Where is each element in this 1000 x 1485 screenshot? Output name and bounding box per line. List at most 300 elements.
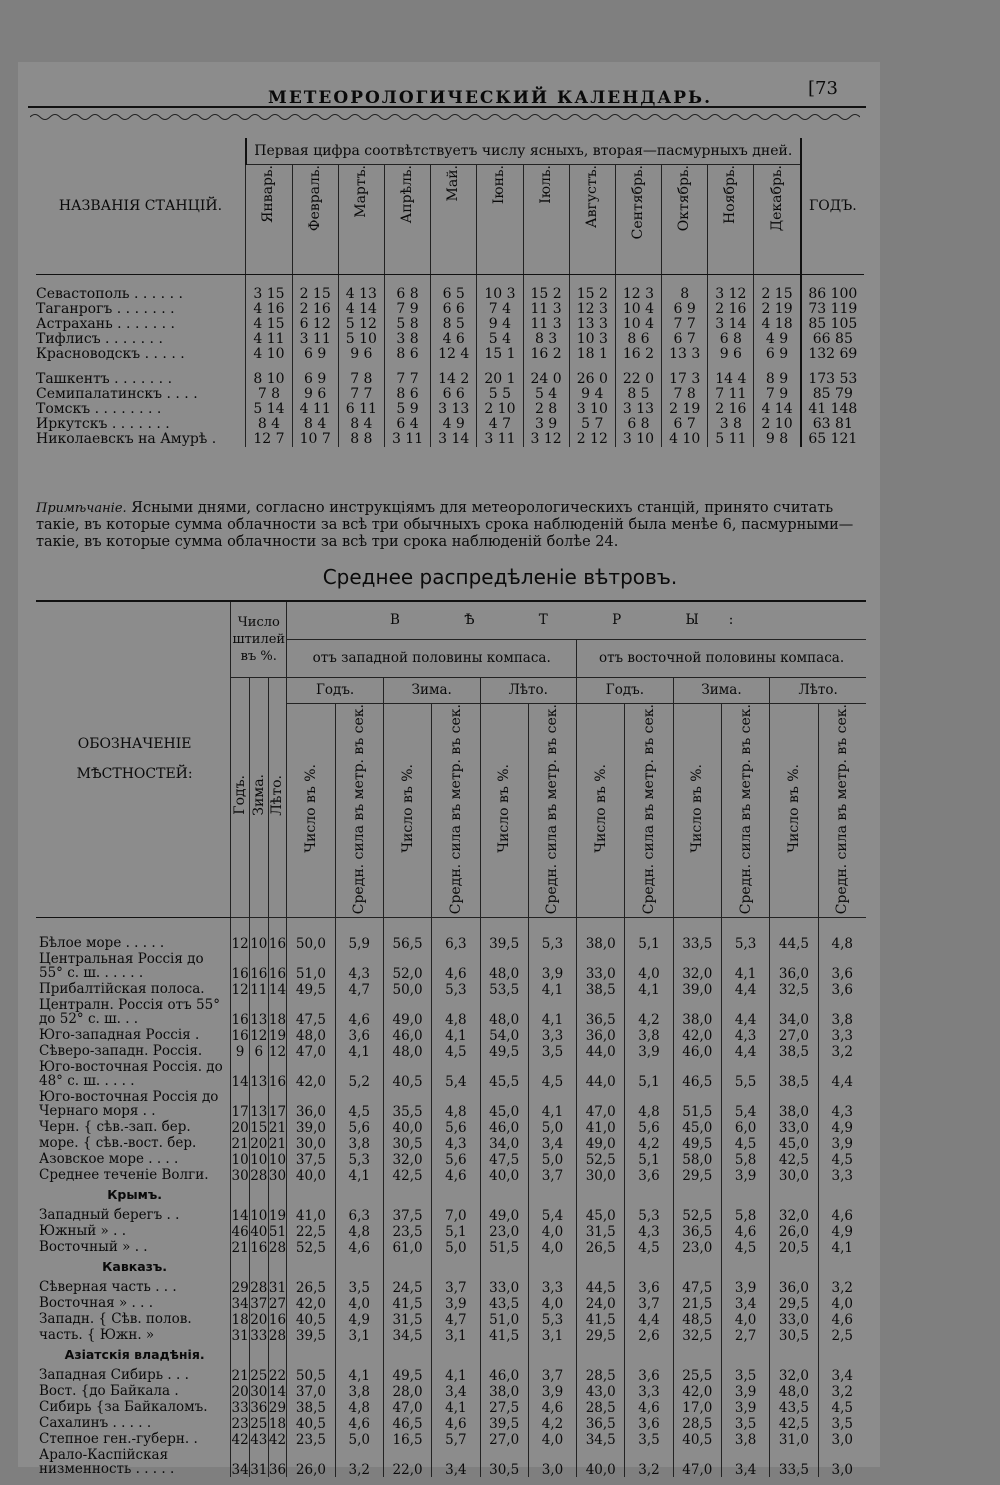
wind-value: 5,7 [432, 1431, 480, 1447]
wind-value: 30,0 [287, 1135, 335, 1151]
wind-value: 23,5 [383, 1223, 431, 1239]
month-value: 2 16 [708, 402, 754, 417]
wind-value: 41,0 [287, 1207, 335, 1223]
wind-value: 3,1 [335, 1327, 383, 1343]
wind-value: 10 [231, 1152, 249, 1169]
sub-column-header: Средн. сила въ метр. въ сек. [625, 703, 673, 917]
wind-value: 52,0 [383, 951, 431, 981]
month-value: 2 15 [754, 287, 801, 302]
wind-value: 10 [250, 1208, 268, 1225]
section-row [36, 1183, 866, 1207]
location-name: Сибирь {за Байкаломъ. [39, 1399, 208, 1416]
wind-value: 33,5 [673, 935, 721, 951]
month-value: 6 8 [384, 287, 430, 302]
wind-value: 4,0 [528, 1239, 576, 1255]
wind-value: 3,9 [625, 1043, 673, 1059]
year-header: ГОДЪ. [801, 138, 864, 275]
wind-value: 3,5 [528, 1043, 576, 1059]
month-value: 8 5 [431, 317, 477, 332]
wind-value: 4,4 [721, 1043, 769, 1059]
wind-value: 36,0 [770, 1279, 818, 1295]
wind-value: 4,2 [528, 1415, 576, 1431]
wind-value: 36 [250, 1400, 268, 1417]
wind-value: 42,0 [287, 1059, 335, 1089]
month-value: 8 10 [246, 372, 292, 387]
wind-value: 47,0 [577, 1089, 625, 1119]
wind-value: 39,0 [673, 981, 721, 997]
month-value: 8 [662, 287, 708, 302]
east-header: отъ восточной половины компаса. [577, 639, 866, 677]
month-value: 4 14 [754, 402, 801, 417]
wind-value: 49,5 [673, 1135, 721, 1151]
stations-header: НАЗВАНІЯ СТАНЦІЙ. [36, 138, 246, 275]
month-value: 2 10 [754, 417, 801, 432]
wind-value: 48,5 [673, 1311, 721, 1327]
wind-value: 37,5 [287, 1151, 335, 1167]
month-value: 4 7 [477, 417, 523, 432]
wind-value: 52,5 [287, 1239, 335, 1255]
wind-value: 30,5 [480, 1447, 528, 1477]
wind-value: 30 [231, 1168, 249, 1185]
wind-value: 3,7 [528, 1367, 576, 1383]
wind-value: 3,8 [625, 1027, 673, 1043]
wind-value: 3,8 [335, 1383, 383, 1399]
winds-table [36, 600, 866, 1477]
wind-value: 20,5 [770, 1239, 818, 1255]
month-value: 10 4 [615, 302, 661, 317]
wind-value: 16 [268, 1059, 287, 1089]
month-value: 7 7 [662, 317, 708, 332]
wind-value: 13 [249, 1059, 268, 1089]
wind-value: 3,7 [528, 1167, 576, 1183]
wind-value: 5,3 [528, 1311, 576, 1327]
wind-value: 42,0 [287, 1295, 335, 1311]
period-header: Годъ. [287, 677, 384, 703]
location-name: Сѣверо-западн. Россія. [39, 1043, 203, 1060]
month-value: 8 6 [384, 347, 430, 362]
year-value: 85 79 [801, 387, 864, 402]
wind-value: 16 [268, 1312, 287, 1329]
wind-value: 3,9 [721, 1279, 769, 1295]
wind-value: 38,5 [577, 981, 625, 997]
wind-value: 24,0 [577, 1295, 625, 1311]
month-value: 3 11 [292, 332, 338, 347]
month-value: 7 7 [338, 387, 384, 402]
month-value: 3 10 [569, 402, 615, 417]
month-value: 5 4 [523, 387, 569, 402]
sub-column-header: Число въ %. [480, 703, 528, 917]
wind-value: 51,5 [673, 1089, 721, 1119]
location-row [36, 1135, 866, 1151]
wind-value: 42,5 [770, 1415, 818, 1431]
wind-value: 3,3 [528, 1027, 576, 1043]
wind-value: 17 [268, 1089, 287, 1119]
wind-value: 5,0 [335, 1431, 383, 1447]
calm-period-header: Зима. [249, 677, 268, 917]
wind-value: 36,0 [287, 1089, 335, 1119]
wind-value: 10 [250, 936, 268, 953]
month-value: 6 9 [292, 372, 338, 387]
winds-header: В Ѣ Т Р Ы: [287, 601, 866, 639]
wind-value: 47,0 [383, 1399, 431, 1415]
month-value: 14 4 [708, 372, 754, 387]
month-value: 12 4 [431, 347, 477, 362]
wind-value: 4,8 [335, 1223, 383, 1239]
station-name: Николаевскъ на Амурѣ . [36, 430, 217, 447]
wind-value: 2,6 [625, 1327, 673, 1343]
location-name: Сѣверная часть . . . [39, 1279, 177, 1296]
location-row [36, 1043, 866, 1059]
wind-value: 33,0 [577, 951, 625, 981]
wind-value: 16 [249, 951, 268, 981]
calm-header: Число штилей въ %. [231, 601, 287, 677]
wind-value: 16 [268, 951, 287, 981]
wind-value: 29,5 [673, 1167, 721, 1183]
note-label: Примѣчаніе. [36, 501, 127, 516]
month-value: 5 7 [569, 417, 615, 432]
wind-value: 4,3 [818, 1089, 866, 1119]
month-value: 10 3 [477, 287, 523, 302]
wind-value: 39,5 [480, 1415, 528, 1431]
wind-value: 3,3 [818, 1027, 866, 1043]
station-name: Красноводскъ . . . . . [36, 345, 185, 362]
wind-value: 39,5 [480, 935, 528, 951]
wind-value: 47,5 [673, 1279, 721, 1295]
wind-value: 4,0 [335, 1295, 383, 1311]
cloudiness-table [36, 138, 864, 447]
sub-column-header: Средн. сила въ метр. въ сек. [432, 703, 480, 917]
wind-value: 26,0 [770, 1223, 818, 1239]
wind-value: 6,3 [432, 935, 480, 951]
month-value: 3 12 [708, 287, 754, 302]
wind-value: 3,1 [432, 1327, 480, 1343]
wind-value: 38,5 [770, 1059, 818, 1089]
wind-value: 44,5 [577, 1279, 625, 1295]
wind-value: 4,6 [335, 1239, 383, 1255]
wind-value: 40,0 [577, 1447, 625, 1477]
wind-value: 14 [268, 982, 287, 999]
month-value: 9 6 [708, 347, 754, 362]
wind-value: 3,8 [818, 997, 866, 1027]
location-row [36, 1059, 866, 1089]
station-row [36, 347, 864, 362]
station-row [36, 287, 864, 302]
month-value: 12 3 [615, 287, 661, 302]
year-value: 132 69 [801, 347, 864, 362]
month-value: 7 9 [754, 387, 801, 402]
wind-value: 24,5 [383, 1279, 431, 1295]
wind-value: 32,0 [383, 1151, 431, 1167]
wind-value: 22 [268, 1368, 287, 1385]
location-row [36, 1327, 866, 1343]
wind-value: 5,1 [625, 1151, 673, 1167]
year-value: 66 85 [801, 332, 864, 347]
sub-column-header: Средн. сила въ метр. въ сек. [335, 703, 383, 917]
month-value: 3 13 [615, 402, 661, 417]
location-name: Вост. {до Байкала . [39, 1383, 179, 1400]
location-name: Централн. Россія отъ 55° до 52° с. ш. . . [39, 997, 220, 1028]
month-value: 13 3 [569, 317, 615, 332]
wind-value: 28 [250, 1280, 268, 1297]
wind-value: 4,1 [625, 981, 673, 997]
wind-value: 34 [231, 1447, 250, 1477]
wind-value: 4,6 [335, 997, 383, 1027]
month-value: 8 8 [338, 432, 384, 447]
month-value: 2 19 [754, 302, 801, 317]
wind-value: 4,3 [432, 1135, 480, 1151]
wind-value: 36,5 [673, 1223, 721, 1239]
month-value: 9 4 [569, 387, 615, 402]
wind-value: 3,6 [625, 1367, 673, 1383]
wind-value: 32,0 [770, 1207, 818, 1223]
station-name: Севастополь . . . . . . [36, 285, 183, 302]
month-value: 7 11 [708, 387, 754, 402]
wind-value: 3,9 [528, 1383, 576, 1399]
location-name: Западн. { Сѣв. полов. [39, 1311, 192, 1328]
wind-value: 34,0 [770, 997, 818, 1027]
month-value: 12 3 [569, 302, 615, 317]
locations-header: ОБОЗНАЧЕНІЕ МѢСТНОСТЕЙ: [36, 601, 231, 917]
sub-column-header: Число въ %. [770, 703, 818, 917]
wind-value: 16 [231, 951, 250, 981]
wind-value: 4,6 [528, 1399, 576, 1415]
month-value: 8 4 [246, 417, 292, 432]
month-header: Октябрь. [662, 165, 708, 275]
wind-value: 49,5 [287, 981, 335, 997]
station-row [36, 372, 864, 387]
wind-value: 46 [231, 1224, 249, 1241]
wind-value: 40,5 [287, 1415, 335, 1431]
wind-value: 4,5 [528, 1059, 576, 1089]
wind-value: 10 [250, 1152, 268, 1169]
month-value: 15 2 [523, 287, 569, 302]
wind-value: 46,0 [673, 1043, 721, 1059]
wind-value: 3,6 [818, 981, 866, 997]
month-value: 2 10 [477, 402, 523, 417]
wind-value: 45,0 [577, 1207, 625, 1223]
wind-value: 44,5 [770, 935, 818, 951]
month-value: 2 15 [292, 287, 338, 302]
month-value: 3 13 [431, 402, 477, 417]
wind-value: 33,0 [770, 1119, 818, 1135]
wind-value: 34,5 [577, 1431, 625, 1447]
wind-value: 51,0 [480, 1311, 528, 1327]
wind-value: 2,7 [721, 1327, 769, 1343]
wind-value: 20 [250, 1136, 268, 1153]
section-label: Кавказъ. [102, 1259, 168, 1275]
wind-value: 48,0 [480, 951, 528, 981]
note-paragraph [36, 500, 866, 551]
page-header [28, 66, 866, 108]
month-value: 7 9 [384, 302, 430, 317]
wind-value: 12 [231, 982, 249, 999]
wind-value: 15 [250, 1120, 268, 1137]
station-row [36, 317, 864, 332]
wind-value: 28,5 [577, 1367, 625, 1383]
wind-value: 4,1 [528, 997, 576, 1027]
wind-value: 56,5 [383, 935, 431, 951]
month-value: 7 7 [384, 372, 430, 387]
wind-value: 23,0 [480, 1223, 528, 1239]
month-value: 8 5 [615, 387, 661, 402]
wind-value: 5,0 [528, 1119, 576, 1135]
wind-value: 3,5 [335, 1279, 383, 1295]
wind-value: 4,3 [721, 1027, 769, 1043]
station-name: Таганрогъ . . . . . . . [36, 300, 175, 317]
wind-value: 44,0 [577, 1043, 625, 1059]
month-value: 6 4 [384, 417, 430, 432]
month-value: 4 6 [431, 332, 477, 347]
wind-value: 27,5 [480, 1399, 528, 1415]
month-value: 8 4 [338, 417, 384, 432]
location-name: Восточный » . . [39, 1239, 148, 1256]
station-row [36, 417, 864, 432]
wind-value: 30,5 [770, 1327, 818, 1343]
month-value: 20 1 [477, 372, 523, 387]
wind-value: 3,6 [818, 951, 866, 981]
month-value: 11 3 [523, 317, 569, 332]
sub-column-header: Число въ %. [287, 703, 335, 917]
wind-value: 42,5 [770, 1151, 818, 1167]
wind-value: 36,0 [770, 951, 818, 981]
station-name: Ташкентъ . . . . . . . [36, 370, 173, 387]
location-row [36, 1279, 866, 1295]
location-row [36, 951, 866, 981]
month-value: 8 4 [292, 417, 338, 432]
wind-value: 47,0 [673, 1447, 721, 1477]
wind-value: 53,5 [480, 981, 528, 997]
wind-value: 35,5 [383, 1089, 431, 1119]
month-value: 6 7 [662, 417, 708, 432]
month-value: 4 10 [662, 432, 708, 447]
month-value: 4 14 [338, 302, 384, 317]
wind-value: 20 [231, 1120, 249, 1137]
wind-value: 47,5 [287, 997, 335, 1027]
wind-value: 4,5 [335, 1089, 383, 1119]
month-value: 4 10 [246, 347, 292, 362]
wind-value: 3,0 [528, 1447, 576, 1477]
month-header: Май. [431, 165, 477, 275]
wind-value: 34 [231, 1296, 249, 1313]
location-name: Сахалинъ . . . . . [39, 1415, 152, 1432]
month-value: 3 8 [384, 332, 430, 347]
wind-value: 3,2 [818, 1043, 866, 1059]
station-name: Астрахань . . . . . . . [36, 315, 175, 332]
wind-value: 4,4 [818, 1059, 866, 1089]
month-value: 5 14 [246, 402, 292, 417]
wind-value: 38,0 [577, 935, 625, 951]
wind-value: 4,9 [818, 1119, 866, 1135]
wind-value: 31,5 [577, 1223, 625, 1239]
month-value: 6 6 [431, 387, 477, 402]
wind-value: 3,4 [432, 1383, 480, 1399]
wind-value: 4,2 [625, 1135, 673, 1151]
wind-value: 4,7 [335, 981, 383, 997]
wind-value: 12 [268, 1044, 287, 1061]
wind-value: 32,0 [770, 1367, 818, 1383]
month-value: 3 15 [246, 287, 292, 302]
wind-value: 18 [231, 1312, 249, 1329]
month-value: 4 9 [754, 332, 801, 347]
wind-value: 4,1 [818, 1239, 866, 1255]
month-header: Апрѣль. [384, 165, 430, 275]
sub-column-header: Число въ %. [577, 703, 625, 917]
wind-value: 30,0 [577, 1167, 625, 1183]
period-header: Зима. [383, 677, 480, 703]
wind-value: 25,5 [673, 1367, 721, 1383]
wind-value: 3,7 [625, 1295, 673, 1311]
wind-value: 32,0 [673, 951, 721, 981]
wind-value: 48,0 [287, 1027, 335, 1043]
wind-value: 36 [268, 1447, 287, 1477]
wind-value: 6 [249, 1043, 268, 1059]
wind-value: 33 [231, 1400, 249, 1417]
wind-value: 43,5 [770, 1399, 818, 1415]
wind-value: 30 [250, 1384, 268, 1401]
month-value: 3 10 [615, 432, 661, 447]
wind-value: 4,6 [721, 1223, 769, 1239]
wind-value: 13 [249, 1089, 268, 1119]
wind-value: 49,0 [480, 1207, 528, 1223]
wind-value: 5,5 [721, 1059, 769, 1089]
wind-value: 4,8 [335, 1399, 383, 1415]
wind-value: 3,6 [335, 1027, 383, 1043]
wind-value: 4,5 [721, 1239, 769, 1255]
wind-value: 5,4 [528, 1207, 576, 1223]
month-value: 5 10 [338, 332, 384, 347]
wind-value: 40 [250, 1224, 268, 1241]
wind-value: 5,6 [625, 1119, 673, 1135]
wind-value: 36,5 [577, 997, 625, 1027]
wind-value: 31 [231, 1328, 249, 1345]
wind-value: 3,6 [625, 1279, 673, 1295]
section-row [36, 1255, 866, 1279]
wind-value: 31 [268, 1280, 287, 1297]
year-value: 173 53 [801, 372, 864, 387]
year-value: 86 100 [801, 287, 864, 302]
month-value: 2 12 [569, 432, 615, 447]
month-value: 6 9 [292, 347, 338, 362]
period-header: Лѣто. [480, 677, 577, 703]
wind-value: 4,0 [528, 1295, 576, 1311]
month-header: Сентябрь. [615, 165, 661, 275]
wind-value: 40,5 [287, 1311, 335, 1327]
wind-value: 3,3 [818, 1167, 866, 1183]
wind-value: 5,1 [625, 1059, 673, 1089]
wind-value: 26,5 [287, 1279, 335, 1295]
wind-value: 45,0 [480, 1089, 528, 1119]
month-value: 7 8 [662, 387, 708, 402]
wind-value: 40,0 [383, 1119, 431, 1135]
wind-value: 30,0 [770, 1167, 818, 1183]
wind-value: 5,1 [432, 1223, 480, 1239]
wind-value: 21 [268, 1120, 287, 1137]
wind-value: 4,4 [721, 997, 769, 1027]
wind-value: 14 [268, 1384, 287, 1401]
wind-value: 47,5 [480, 1151, 528, 1167]
location-name: Бѣлое море . . . . . [39, 935, 165, 952]
location-name: Центральная Россія до 55° с. ш. . . . . . [39, 951, 204, 982]
wind-value: 39,0 [287, 1119, 335, 1135]
period-header: Лѣто. [770, 677, 866, 703]
month-value: 3 14 [431, 432, 477, 447]
wind-value: 4,9 [818, 1223, 866, 1239]
month-value: 3 11 [384, 432, 430, 447]
wind-value: 4,0 [528, 1431, 576, 1447]
month-header: Мартъ. [338, 165, 384, 275]
location-row [36, 1311, 866, 1327]
location-row [36, 1399, 866, 1415]
